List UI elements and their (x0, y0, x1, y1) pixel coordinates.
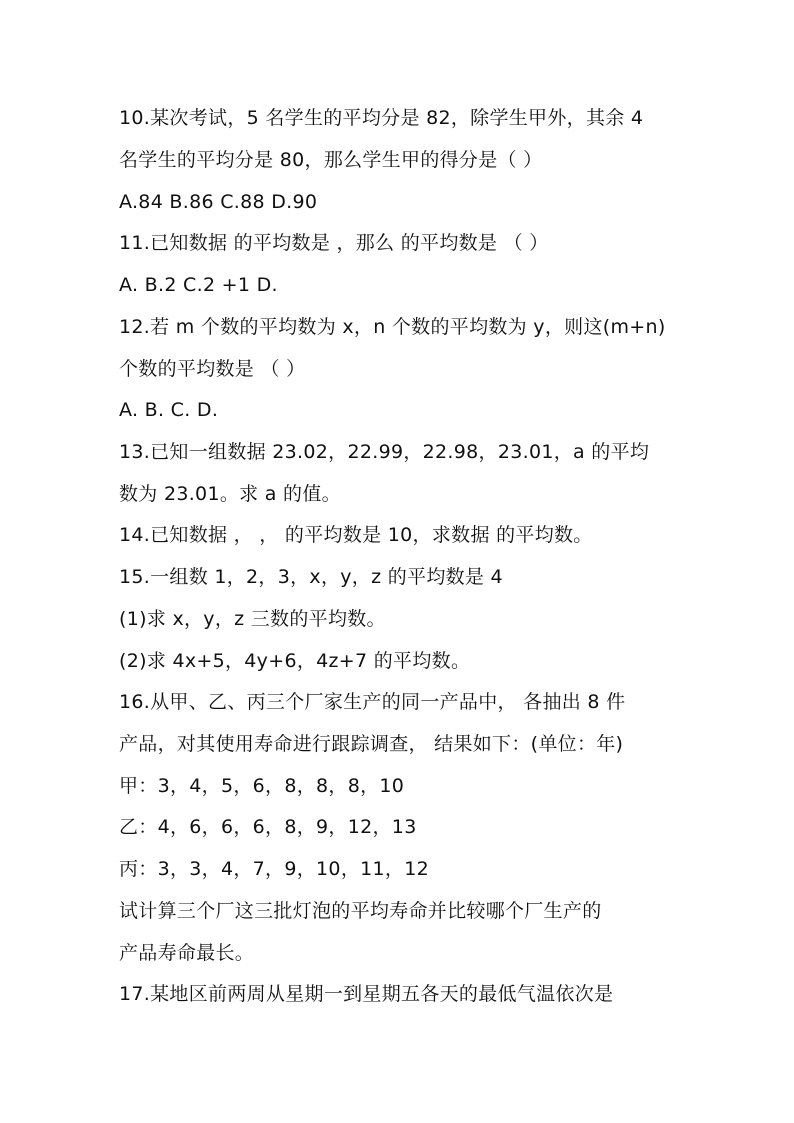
q13-line-1: 13.已知一组数据 23.02，22.99，22.98，23.01，a 的平均 (119, 441, 650, 463)
q12-line-2: 个数的平均数是 （ ） (119, 358, 306, 380)
q15-part-2: (2)求 4x+5，4y+6，4z+7 的平均数。 (119, 650, 471, 672)
q12-options: A. B. C. D. (119, 399, 219, 421)
q17-line-1: 17.某地区前两周从星期一到星期五各天的最低气温依次是 (119, 983, 614, 1005)
q12-line-1: 12.若 m 个数的平均数为 x，n 个数的平均数为 y，则这(m+n) (119, 316, 666, 338)
q16-data-bing: 丙：3，3，4，7，9，10，11，12 (119, 858, 429, 880)
q15-part-1: (1)求 x，y，z 三数的平均数。 (119, 608, 386, 630)
q13-line-2: 数为 23.01。求 a 的值。 (119, 483, 341, 505)
q14-stem: 14.已知数据 ， ， 的平均数是 10，求数据 的平均数。 (119, 524, 593, 546)
q16-line-2: 产品，对其使用寿命进行跟踪调查， 结果如下：(单位：年) (119, 733, 624, 755)
q16-question-line-2: 产品寿命最长。 (119, 942, 255, 964)
q10-line-2: 名学生的平均分是 80，那么学生甲的得分是（ ） (119, 149, 543, 171)
q16-data-yi: 乙：4，6，6，6，8，9，12，13 (119, 816, 417, 838)
q10-line-1: 10.某次考试，5 名学生的平均分是 82，除学生甲外，其余 4 (119, 107, 644, 129)
q16-line-1: 16.从甲、乙、丙三个厂家生产的同一产品中， 各抽出 8 件 (119, 691, 626, 713)
q10-options: A.84 B.86 C.88 D.90 (119, 191, 318, 213)
q15-stem: 15.一组数 1，2，3，x，y，z 的平均数是 4 (119, 566, 503, 588)
q16-data-jia: 甲：3，4，5，6，8，8，8，10 (119, 775, 405, 797)
q11-stem: 11.已知数据 的平均数是 ，那么 的平均数是 （ ） (119, 232, 549, 254)
q11-options: A. B.2 C.2 +1 D. (119, 274, 278, 296)
q16-question-line-1: 试计算三个厂这三批灯泡的平均寿命并比较哪个厂生产的 (119, 900, 602, 922)
